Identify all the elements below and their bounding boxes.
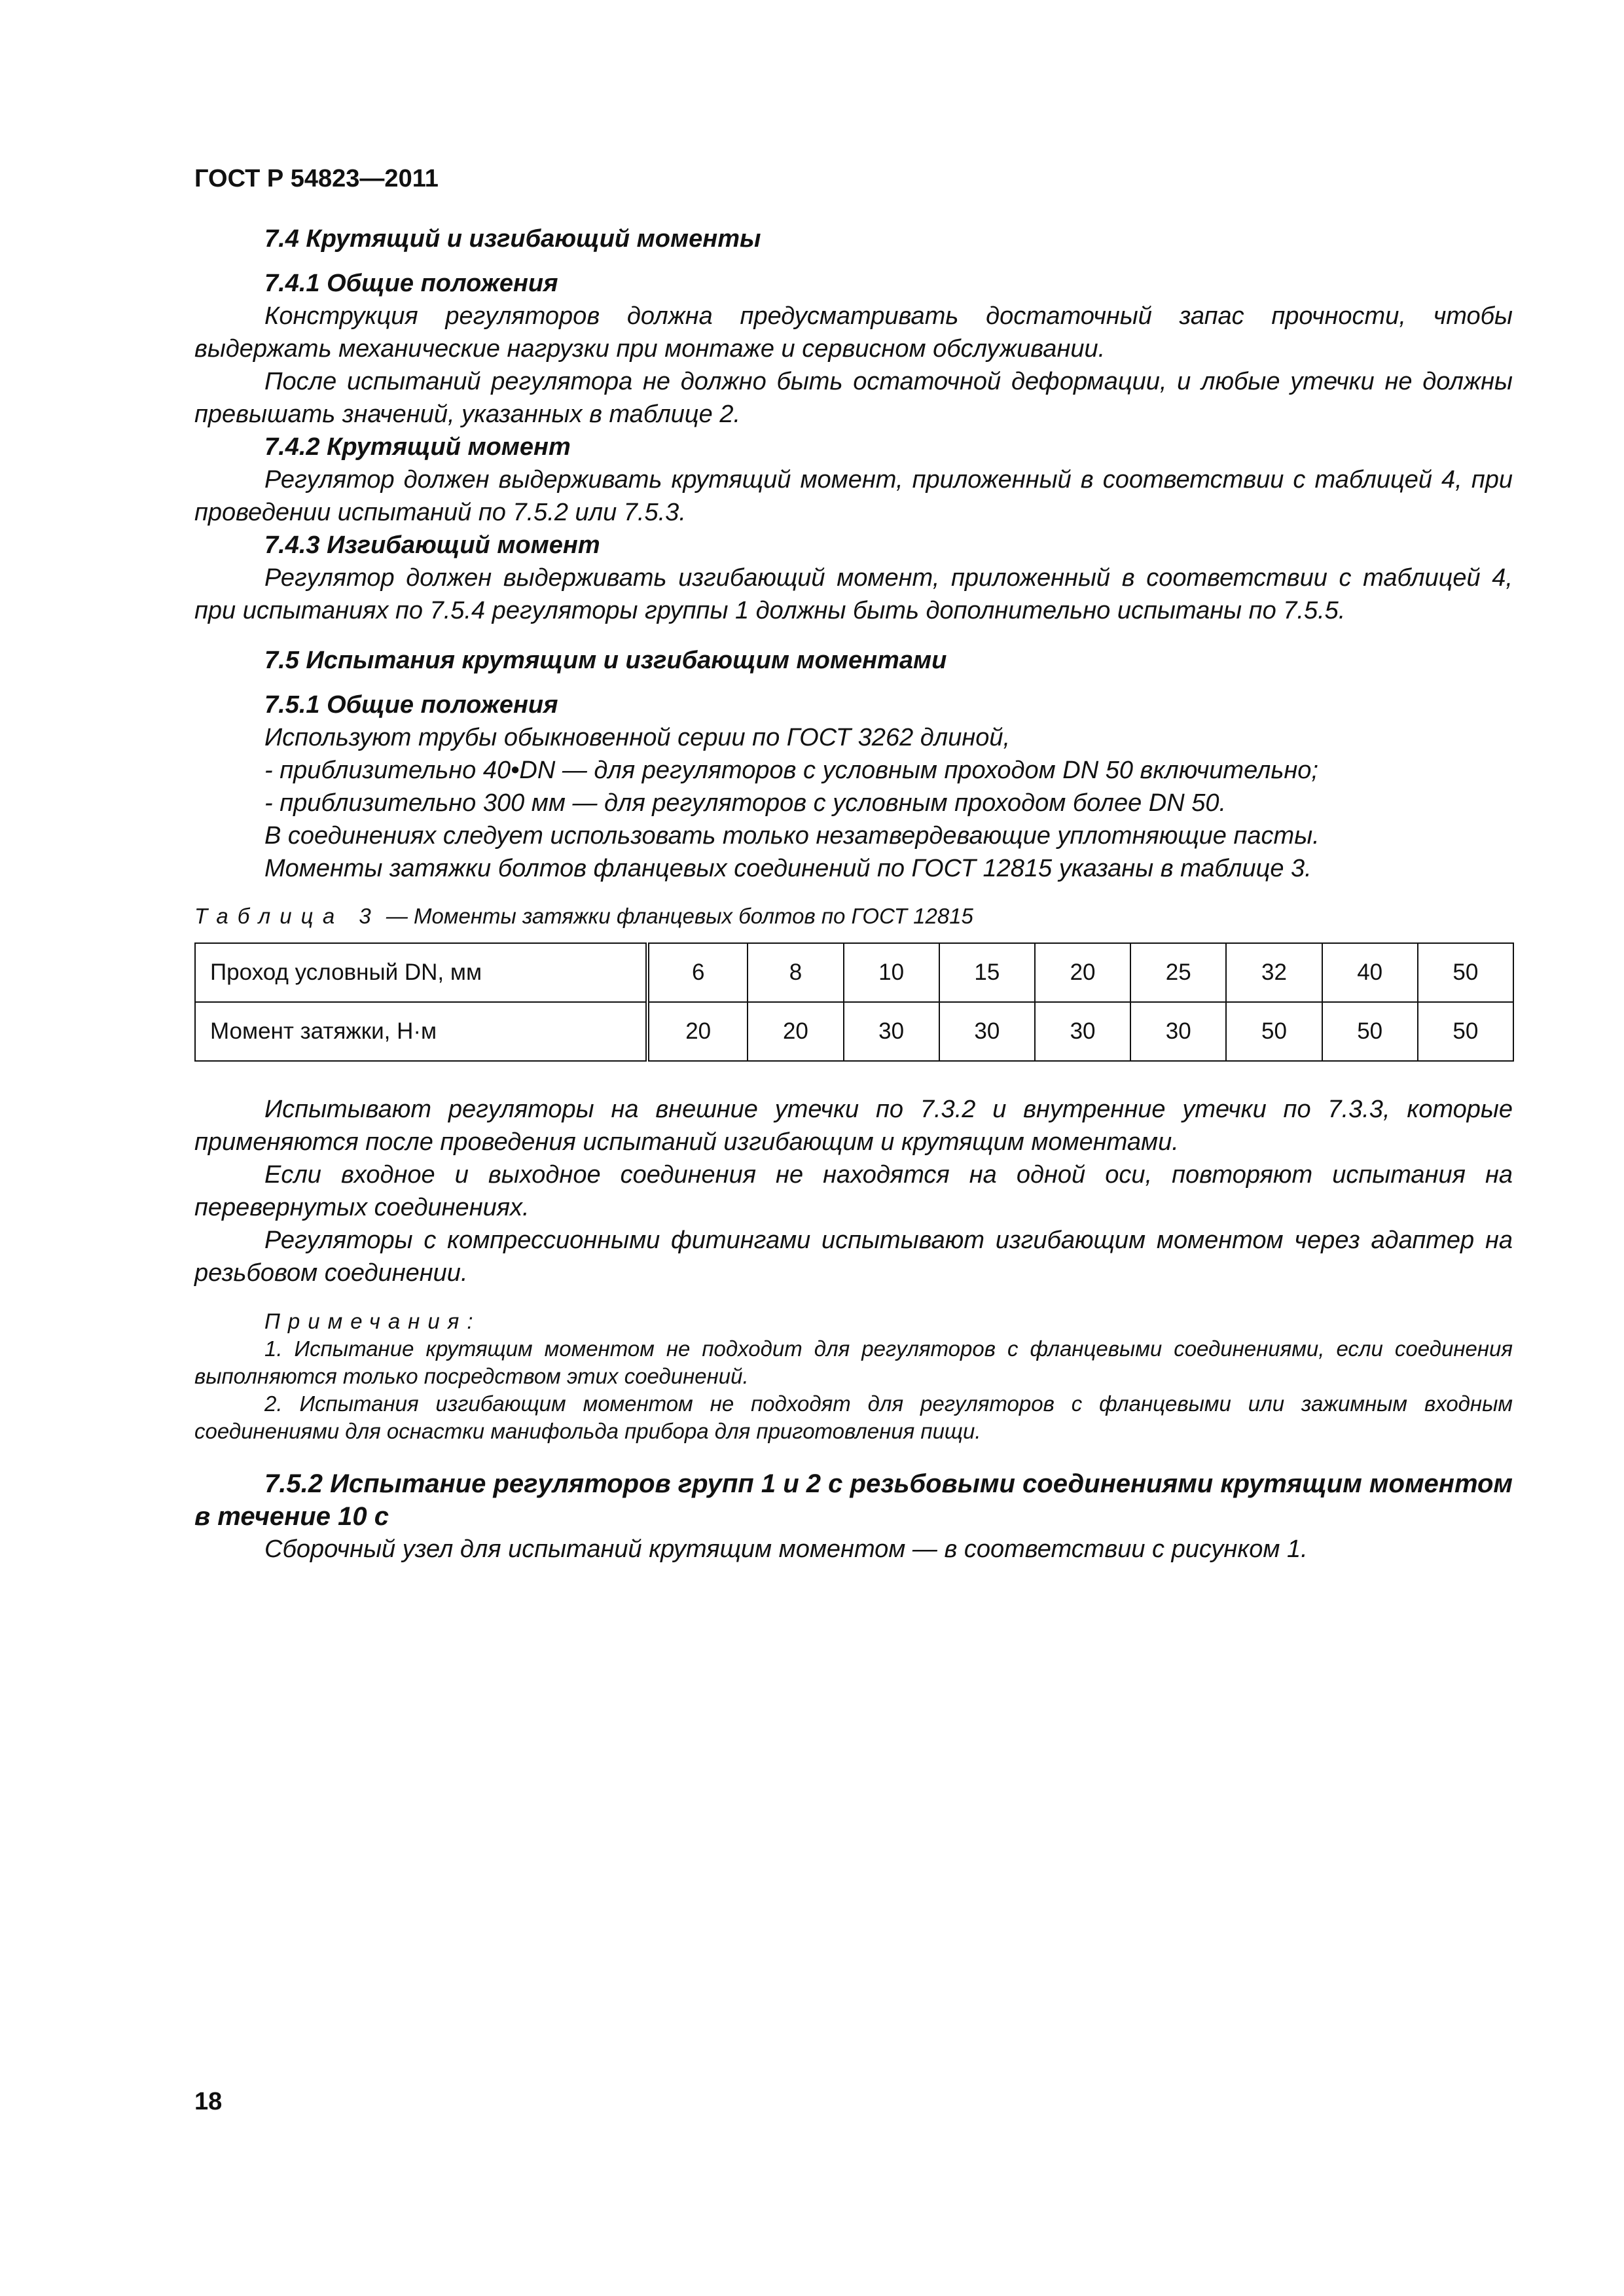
section-7-4-3-paragraph: Регулятор должен выдерживать изгибающий момент, приложенный в соответствии с таблицей 4, при испытаниях по 7.5.4 регуляторы группы 1 должны быть дополнительно испытаны по 7.5.5. (194, 564, 1513, 624)
table-3-caption (194, 903, 1513, 929)
section-7-4-1-paragraph-1: Конструкция регуляторов должна предусматривать достаточный запас прочности, чтобы выдержать механические нагрузки при монтаже и сервисном обслуживании. (194, 302, 1513, 363)
table-cell: 20 (1035, 943, 1130, 1002)
table-cell: 50 (1226, 1002, 1322, 1061)
table-row-label: Проход условный DN, мм (195, 943, 647, 1002)
table-cell: 20 (748, 1002, 843, 1061)
after-table-paragraph-3: Регуляторы с компрессионными фитингами испытывают изгибающим моментом через адаптер на резьбовом соединении. (194, 1227, 1513, 1287)
section-7-5-2-paragraph: Сборочный узел для испытаний крутящим моментом — в соответствии с рисунком 1. (264, 1535, 1308, 1563)
table-cell: 30 (1130, 1002, 1226, 1061)
table-row (195, 943, 1513, 1002)
table-row (195, 1002, 1513, 1061)
section-7-5-1-line-2: - приблизительно 40•DN — для регуляторов с условным проходом DN 50 включительно; (264, 757, 1318, 784)
section-7-4-1-paragraph-2: После испытаний регулятора не должно быть остаточной деформации, и любые утечки не должны превышать значений, указанных в таблице 2. (194, 368, 1513, 428)
section-7-4-2-title: 7.4.2 Крутящий момент (264, 433, 571, 461)
document-page (194, 164, 1513, 1566)
table-cell: 20 (647, 1002, 748, 1061)
table-3 (194, 942, 1514, 1062)
page-number: 18 (194, 2088, 223, 2115)
section-7-5-title: 7.5 Испытания крутящим и изгибающим моментами (264, 647, 947, 674)
table-cell: 10 (844, 943, 939, 1002)
table-cell: 32 (1226, 943, 1322, 1002)
table-3-caption-label: Таблица 3 (194, 904, 380, 928)
section-7-4-1-title: 7.4.1 Общие положения (264, 270, 558, 297)
table-cell: 6 (647, 943, 748, 1002)
note-1: 1. Испытание крутящим моментом не подходит для регуляторов с фланцевыми соединениями, если соединения выполняются только посредством этих соединений. (194, 1336, 1513, 1388)
table-row-label: Момент затяжки, Н·м (195, 1002, 647, 1061)
table-cell: 25 (1130, 943, 1226, 1002)
table-cell: 8 (748, 943, 843, 1002)
section-7-5-1-line-1: Используют трубы обыкновенной серии по ГОСТ 3262 длиной, (264, 724, 1011, 751)
table-cell: 30 (939, 1002, 1035, 1061)
section-7-5-1-title: 7.5.1 Общие положения (264, 691, 558, 719)
table-cell: 40 (1322, 943, 1418, 1002)
document-id: ГОСТ Р 54823—2011 (194, 165, 439, 192)
after-table-paragraph-1: Испытывают регуляторы на внешние утечки по 7.3.2 и внутренние утечки по 7.3.3, которые применяются после проведения испытаний изгибающим и крутящим моментами. (194, 1096, 1513, 1156)
note-2: 2. Испытания изгибающим моментом не подходят для регуляторов с фланцевыми или зажимным входным соединениями для оснастки манифольда прибора для приготовления пищи. (194, 1391, 1513, 1443)
table-cell: 30 (1035, 1002, 1130, 1061)
section-7-5-1-line-5: Моменты затяжки болтов фланцевых соединений по ГОСТ 12815 указаны в таблице 3. (264, 855, 1312, 882)
notes-title: Примечания: (264, 1309, 481, 1333)
section-7-5-2-title: 7.5.2 Испытание регуляторов групп 1 и 2 с резьбовыми соединениями крутящим моментом в течение 10 с (194, 1469, 1513, 1531)
section-7-4-2-paragraph: Регулятор должен выдерживать крутящий момент, приложенный в соответствии с таблицей 4, при проведении испытаний по 7.5.2 или 7.5.3. (194, 466, 1513, 526)
table-cell: 30 (844, 1002, 939, 1061)
section-7-4-3-title: 7.4.3 Изгибающий момент (264, 531, 600, 559)
table-3-caption-text: — Моменты затяжки фланцевых болтов по ГОСТ 12815 (386, 904, 973, 928)
section-7-5-1-line-4: В соединениях следует использовать только незатвердевающие уплотняющие пасты. (264, 822, 1320, 850)
table-cell: 50 (1418, 943, 1513, 1002)
section-7-5-1-line-3: - приблизительно 300 мм — для регуляторов с условным проходом более DN 50. (264, 789, 1227, 817)
after-table-paragraph-2: Если входное и выходное соединения не находятся на одной оси, повторяют испытания на перевернутых соединениях. (194, 1161, 1513, 1221)
section-7-4-title: 7.4 Крутящий и изгибающий моменты (264, 225, 761, 253)
table-cell: 50 (1322, 1002, 1418, 1061)
table-cell: 15 (939, 943, 1035, 1002)
table-cell: 50 (1418, 1002, 1513, 1061)
